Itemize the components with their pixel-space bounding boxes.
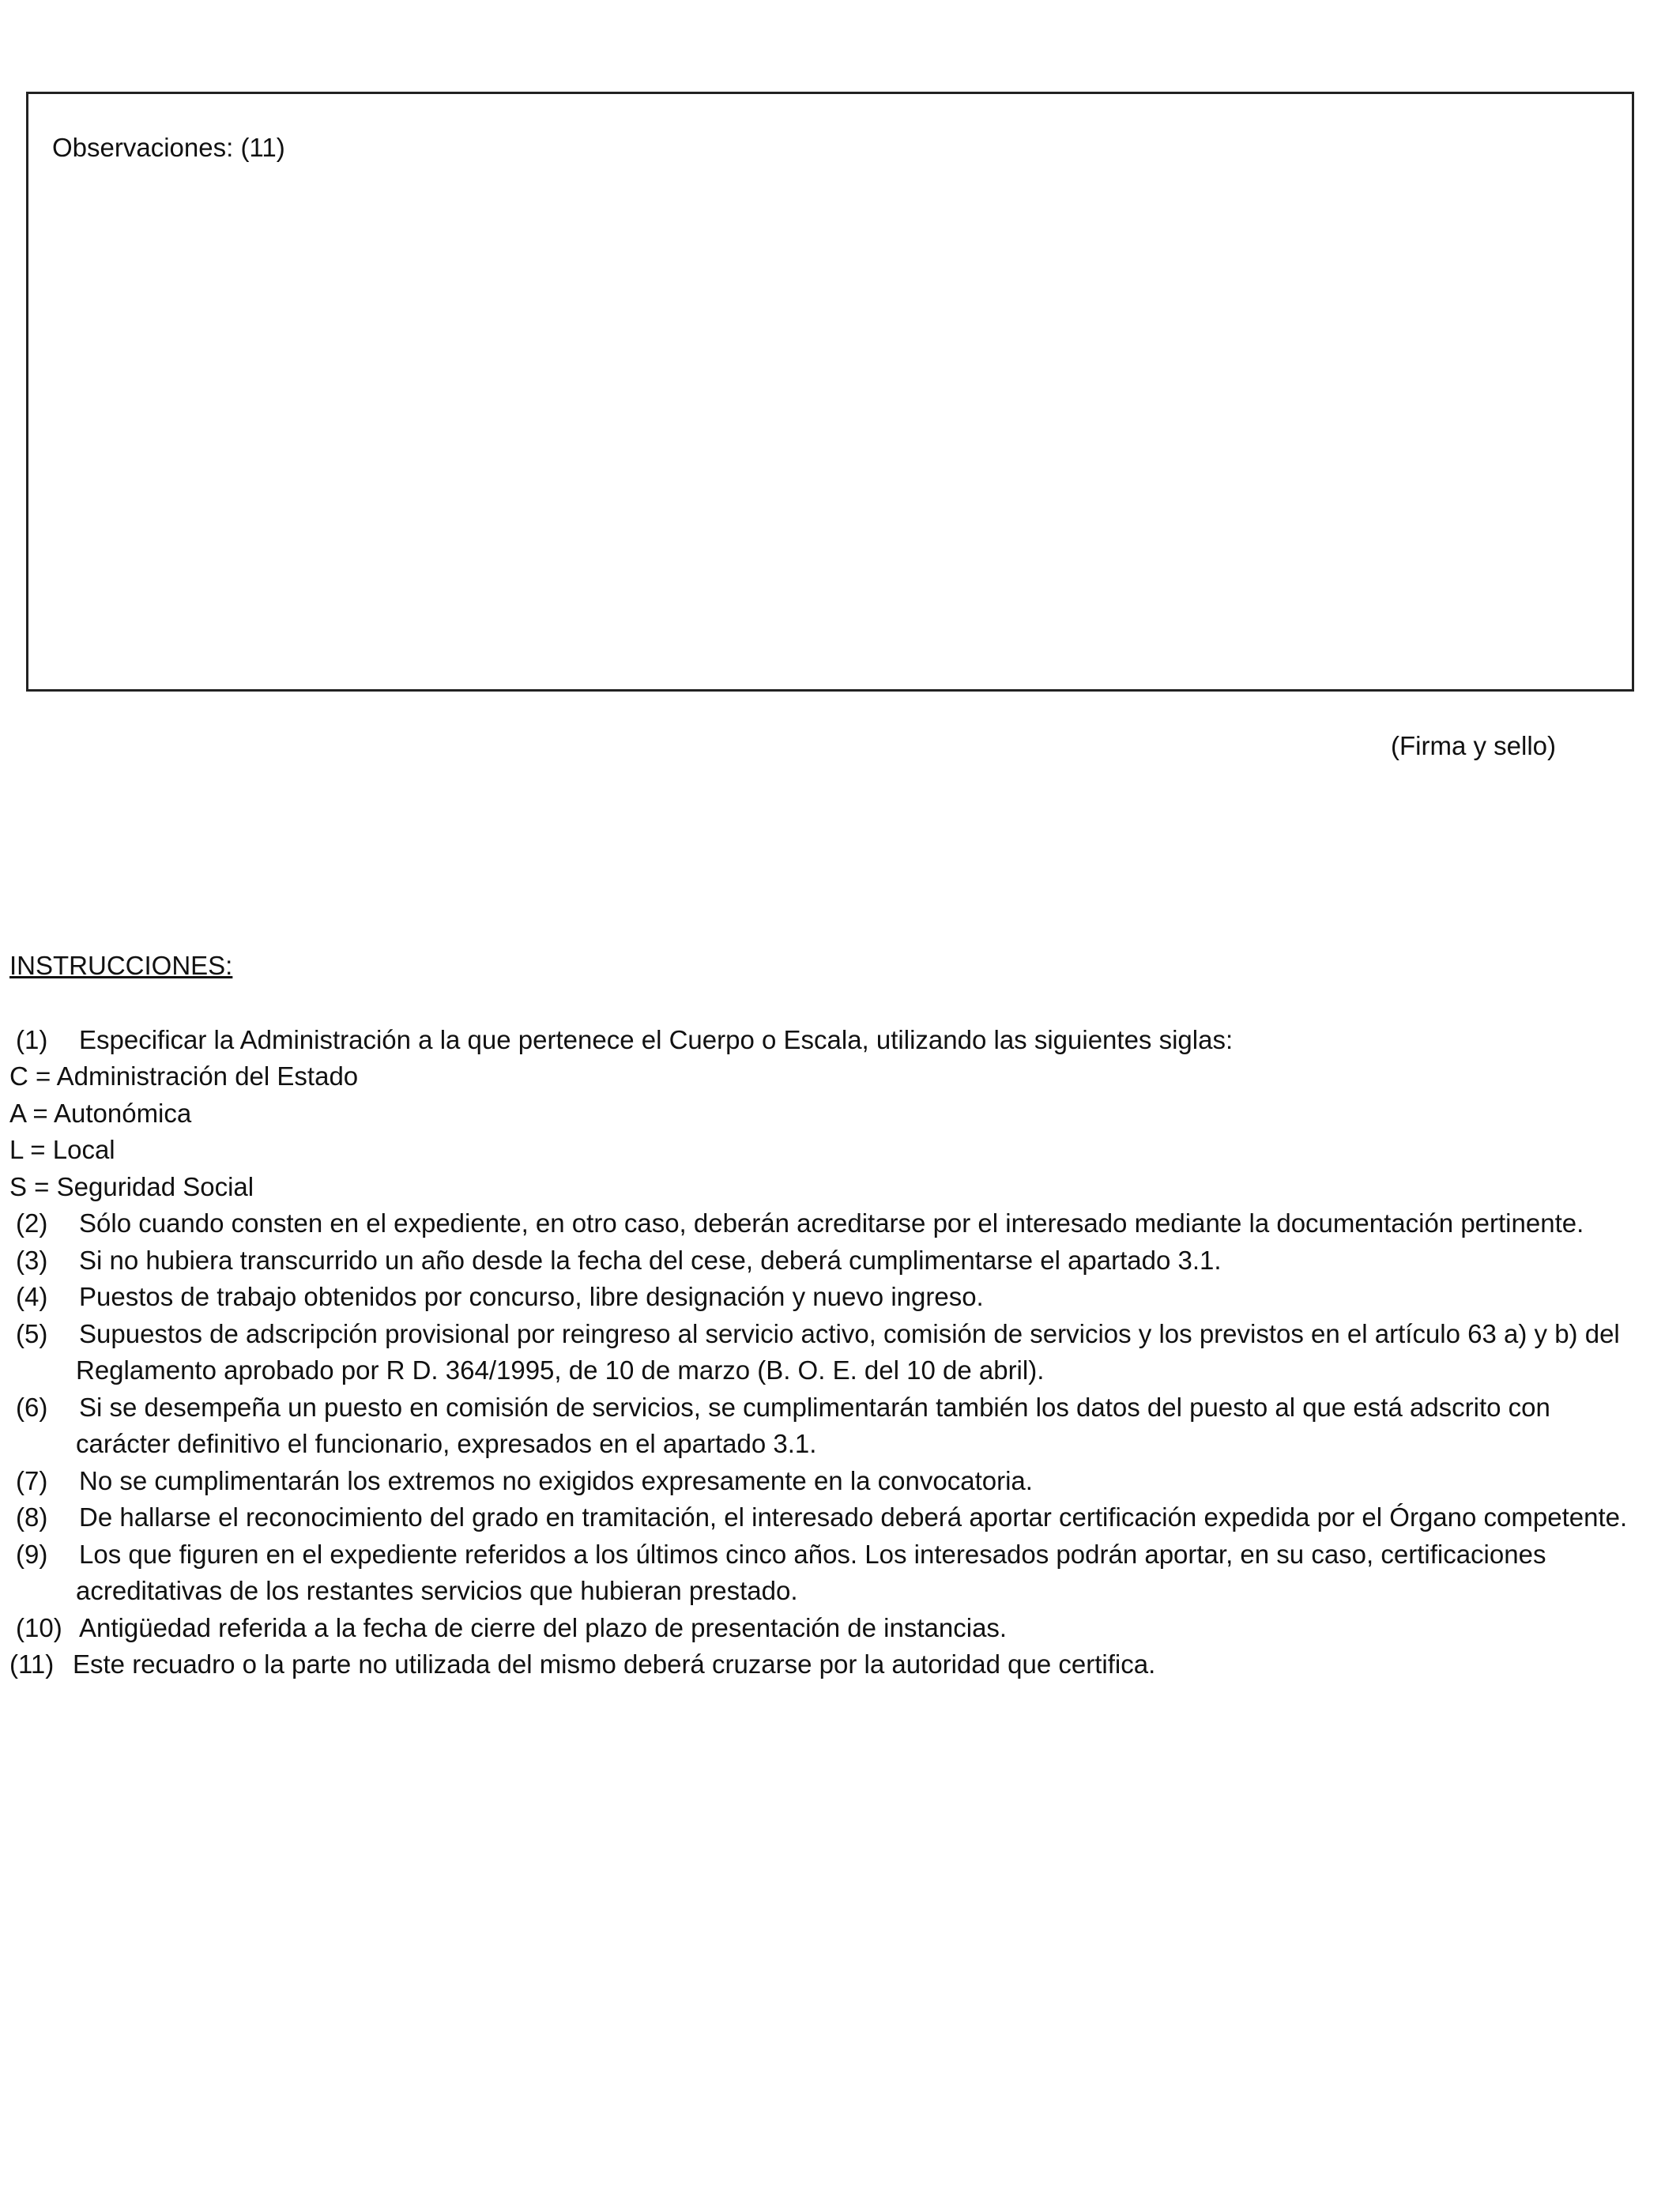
instruction-item-11 (9, 1649, 1155, 1680)
sigla-l: L = Local (9, 1135, 115, 1164)
instruction-item-10 (16, 1612, 1007, 1644)
instruction-item-6 (16, 1392, 1550, 1423)
item-text: Antigüedad referida a la fecha de cierre del plazo de presentación de instancias. (79, 1613, 1008, 1642)
instruction-item-3 (16, 1245, 1222, 1276)
sigla-a: A = Autonómica (9, 1099, 192, 1128)
item-number: (2) (16, 1208, 48, 1238)
item-text: Sólo cuando consten en el expediente, en otro caso, deberán acreditarse por el interesado mediante la documentación pertinente. (79, 1208, 1584, 1238)
sigla-s: S = Seguridad Social (9, 1172, 254, 1201)
item-text: Si no hubiera transcurrido un año desde la fecha del cese, deberá cumplimentarse el apartado 3.1. (79, 1246, 1222, 1275)
instruction-item-6-continuation: carácter definitivo el funcionario, expresados en el apartado 3.1. (76, 1429, 817, 1458)
instruction-item-7 (16, 1465, 1033, 1497)
item-text: Los que figuren en el expediente referidos a los últimos cinco años. Los interesados podrán aportar, en su caso, certificaciones (79, 1540, 1546, 1569)
instruction-item-2 (16, 1208, 1584, 1239)
item-text: No se cumplimentarán los extremos no exigidos expresamente en la convocatoria. (79, 1466, 1033, 1495)
instruction-item-9 (16, 1539, 1546, 1570)
observations-label: Observaciones: (11) (52, 133, 285, 162)
item-text: Especificar la Administración a la que pertenece el Cuerpo o Escala, utilizando las siguientes siglas: (79, 1025, 1234, 1054)
instruction-item-5 (16, 1318, 1620, 1350)
item-text: Supuestos de adscripción provisional por reingreso al servicio activo, comisión de servicios y los previstos en el artículo 63 a) y b) del (79, 1319, 1620, 1348)
instruction-item-4 (16, 1281, 984, 1313)
instruction-item-9-continuation: acreditativas de los restantes servicios que hubieran prestado. (76, 1576, 798, 1605)
item-number: (9) (16, 1540, 48, 1569)
item-number: (11) (9, 1649, 55, 1679)
instruction-item-8 (16, 1502, 1627, 1533)
signature-label: (Firma y sello) (1391, 731, 1557, 760)
item-text: De hallarse el reconocimiento del grado en tramitación, el interesado deberá aportar certificación expedida por el Órgano competente. (79, 1502, 1628, 1532)
observations-box[interactable] (26, 92, 1634, 692)
item-number: (3) (16, 1246, 48, 1275)
item-number: (1) (16, 1025, 48, 1054)
sigla-c: C = Administración del Estado (9, 1061, 359, 1091)
item-text: Este recuadro o la parte no utilizada del mismo deberá cruzarse por la autoridad que certifica. (73, 1649, 1156, 1679)
item-number: (5) (16, 1319, 48, 1348)
item-number: (7) (16, 1466, 48, 1495)
item-number: (10) (16, 1613, 62, 1642)
item-number: (4) (16, 1282, 48, 1311)
item-text: Puestos de trabajo obtenidos por concurso, libre designación y nuevo ingreso. (79, 1282, 984, 1311)
item-text: Si se desempeña un puesto en comisión de servicios, se cumplimentarán también los datos del puesto al que está adscrito con (79, 1393, 1550, 1422)
item-number: (8) (16, 1502, 48, 1532)
instructions-title: INSTRUCCIONES: (9, 951, 233, 980)
instruction-item-1 (16, 1024, 1233, 1056)
item-number: (6) (16, 1393, 48, 1422)
instruction-item-5-continuation: Reglamento aprobado por R D. 364/1995, de 10 de marzo (B. O. E. del 10 de abril). (76, 1355, 1045, 1385)
